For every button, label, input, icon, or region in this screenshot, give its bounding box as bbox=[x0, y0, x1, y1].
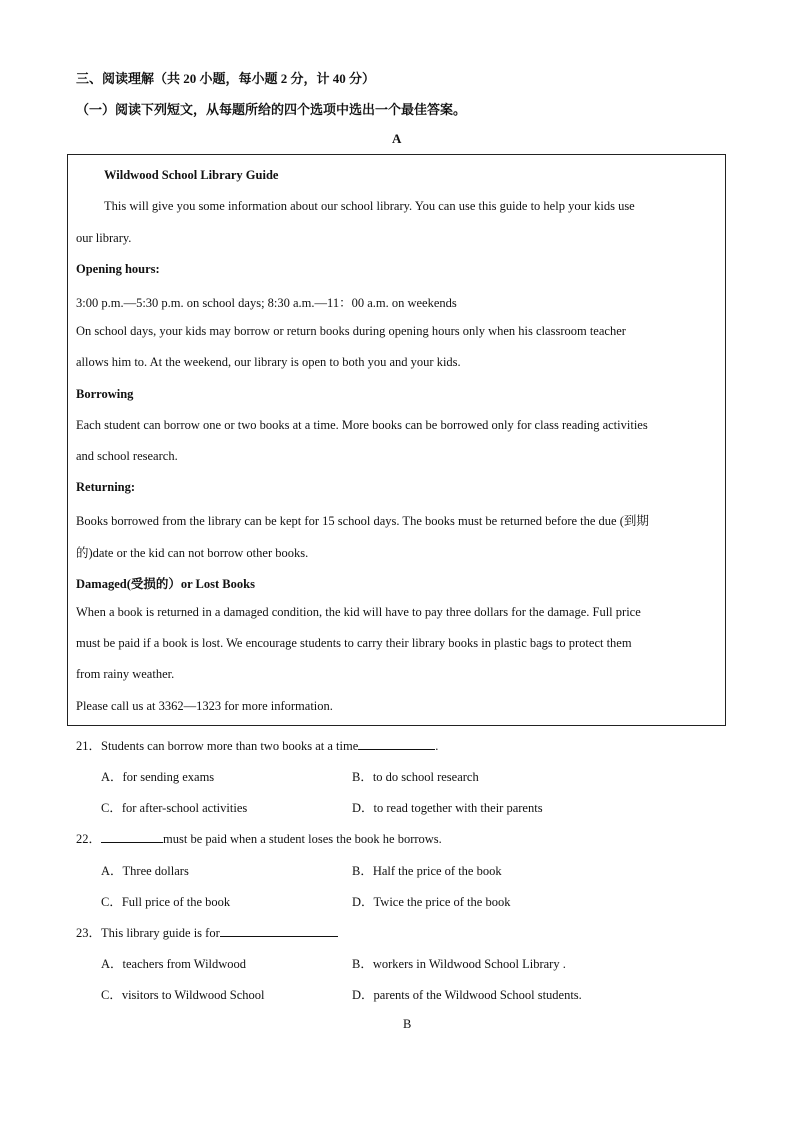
answer-blank bbox=[358, 737, 435, 750]
returning-line2: 的)date or the kid can not borrow other books. bbox=[76, 546, 309, 560]
returning-heading: Returning: bbox=[76, 480, 136, 494]
question-23 bbox=[76, 923, 338, 941]
answer-blank bbox=[220, 924, 338, 937]
borrowing-heading: Borrowing bbox=[76, 387, 134, 401]
q22-option-c: C．Full price of the book bbox=[101, 895, 231, 909]
hours-line: 3:00 p.m.—5:30 p.m. on school days; 8:30 a.m.—11：00 a.m. on weekends bbox=[76, 296, 457, 310]
section-heading: 三、阅读理解（共 20 小题，每小题 2 分，计 40 分） bbox=[76, 71, 376, 86]
passage-letter: A bbox=[392, 131, 402, 146]
returning-line1: Books borrowed from the library can be kept for 15 school days. The books must be returned before the due (到期 bbox=[76, 514, 649, 528]
damaged-line1: When a book is returned in a damaged condition, the kid will have to pay three dollars for the damage. Full price bbox=[76, 605, 641, 619]
q22-option-a: A．Three dollars bbox=[101, 864, 189, 878]
q22-option-b: B．Half the price of the book bbox=[352, 864, 502, 878]
question-21-stem-end: . bbox=[435, 739, 439, 753]
q23-option-b: B．workers in Wildwood School Library . bbox=[352, 957, 566, 971]
question-22-stem: must be paid when a student loses the book he borrows. bbox=[163, 832, 442, 846]
q21-option-a: A．for sending exams bbox=[101, 770, 215, 784]
q22-option-d: D．Twice the price of the book bbox=[352, 895, 511, 909]
q23-option-c: C．visitors to Wildwood School bbox=[101, 988, 265, 1002]
q21-option-c: C．for after-school activities bbox=[101, 801, 248, 815]
hours-detail-line2: allows him to. At the weekend, our library is open to both you and your kids. bbox=[76, 355, 461, 369]
question-22 bbox=[76, 829, 442, 847]
damaged-line3: from rainy weather. bbox=[76, 667, 175, 681]
q23-option-a: A．teachers from Wildwood bbox=[101, 957, 247, 971]
question-22-number: 22． bbox=[76, 832, 102, 846]
next-passage-letter: B bbox=[403, 1017, 412, 1031]
contact-line: Please call us at 3362—1323 for more information. bbox=[76, 699, 333, 713]
hours-heading: Opening hours: bbox=[76, 262, 160, 276]
damaged-heading: Damaged(受损的）or Lost Books bbox=[76, 577, 255, 591]
q21-option-d: D．to read together with their parents bbox=[352, 801, 543, 815]
passage-intro-line2: our library. bbox=[76, 231, 132, 245]
question-21 bbox=[76, 736, 438, 754]
damaged-line2: must be paid if a book is lost. We encourage students to carry their library books in plastic bags to protect them bbox=[76, 636, 632, 650]
q23-option-d: D．parents of the Wildwood School students. bbox=[352, 988, 582, 1002]
borrowing-line2: and school research. bbox=[76, 449, 178, 463]
answer-blank bbox=[101, 830, 163, 843]
section-instruction: （一）阅读下列短文，从每题所给的四个选项中选出一个最佳答案。 bbox=[76, 102, 467, 117]
question-21-stem: 21．Students can borrow more than two books at a time bbox=[76, 739, 359, 753]
q21-option-b: B．to do school research bbox=[352, 770, 479, 784]
hours-detail-line1: On school days, your kids may borrow or return books during opening hours only when his classroom teacher bbox=[76, 324, 626, 338]
passage-title: Wildwood School Library Guide bbox=[104, 168, 279, 182]
borrowing-line1: Each student can borrow one or two books at a time. More books can be borrowed only for class reading activities bbox=[76, 418, 648, 432]
passage-intro-line1: This will give you some information about our school library. You can use this guide to help your kids use bbox=[104, 199, 635, 213]
question-23-stem: 23．This library guide is for bbox=[76, 926, 220, 940]
